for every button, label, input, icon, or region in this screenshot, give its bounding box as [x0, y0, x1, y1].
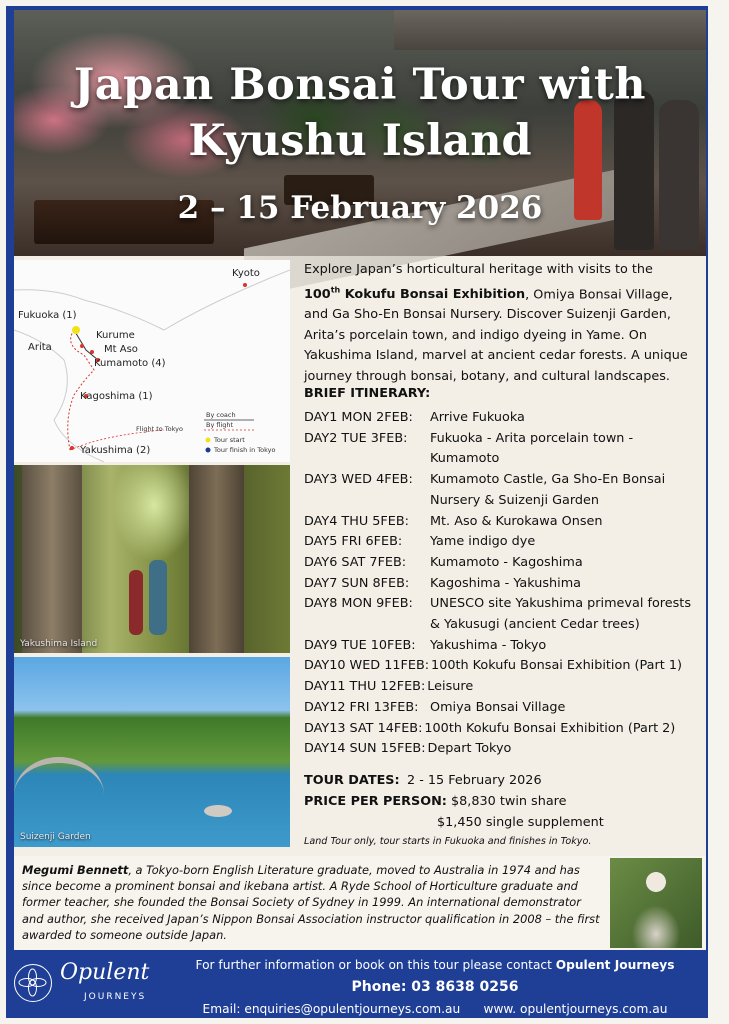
itinerary-day: DAY10 WED 11FEB:	[304, 658, 430, 674]
logo-subtitle: JOURNEYS	[84, 992, 147, 1002]
map-label-fukuoka: Fukuoka (1)	[18, 310, 77, 321]
hiker	[149, 560, 167, 635]
map-label-yakushima: Yakushima (2)	[80, 445, 151, 456]
map-label-kurume: Kurume	[96, 330, 135, 341]
itinerary-day: DAY4 THU 5FEB:	[304, 513, 409, 529]
itinerary-day: DAY8 MON 9FEB:	[304, 596, 413, 612]
itinerary-row	[304, 553, 704, 574]
itinerary-row	[304, 698, 704, 719]
intro-text-1: Explore Japan’s horticultural heritage with visits to the	[304, 262, 653, 277]
itinerary-activity: Kumamoto Castle, Ga Sho-En Bonsai Nursery & Suizenji Garden	[430, 472, 666, 508]
itinerary-row	[304, 512, 704, 533]
map-label-mt-aso: Mt Aso	[104, 344, 138, 355]
legend-tour-start: Tour start	[214, 436, 245, 444]
itinerary-activity: 100th Kokufu Bonsai Exhibition (Part 1)	[431, 658, 682, 674]
itinerary-row	[304, 429, 704, 470]
itinerary-day: DAY1 MON 2FEB:	[304, 410, 413, 425]
route-map	[14, 260, 290, 462]
bio-name: Megumi Bennett	[22, 863, 129, 877]
map-label-kyoto: Kyoto	[232, 268, 260, 279]
tour-note: Land Tour only, tour starts in Fukuoka and finishes in Tokyo.	[304, 836, 592, 847]
itinerary-row	[304, 656, 704, 677]
logo-wordmark: Opulent	[60, 960, 150, 985]
lotus-logo-icon	[14, 964, 52, 1002]
hall-ceiling	[394, 10, 706, 50]
blue-frame	[6, 6, 708, 1018]
legend-coach: By coach	[206, 411, 236, 419]
intro-paragraph	[304, 260, 700, 387]
itinerary-activity: Depart Tokyo	[427, 741, 512, 757]
itinerary-row	[304, 408, 704, 429]
itinerary-row	[304, 719, 704, 740]
itinerary-row	[304, 594, 704, 635]
guide-bio	[14, 856, 706, 950]
content-panel	[14, 10, 706, 950]
itinerary-activity: Kumamoto - Kagoshima	[430, 554, 583, 570]
itinerary-activity: Kagoshima - Yakushima	[430, 575, 582, 591]
hero-dates: 2 – 15 February 2026	[177, 190, 543, 226]
cedar-trunk	[22, 465, 82, 653]
itinerary-activity: Arrive Fukuoka	[430, 410, 525, 425]
contact-line: For further information or book on this tour please contact Opulent Journeys	[195, 958, 675, 972]
hero-title-line1: Japan Bonsai Tour with	[73, 60, 647, 110]
guide-portrait	[610, 858, 702, 948]
contact-details	[170, 1002, 700, 1016]
itinerary-day: DAY3 WED 4FEB:	[304, 472, 413, 488]
itinerary-day: DAY13 SAT 14FEB:	[304, 720, 423, 736]
map-label-arita: Arita	[28, 342, 52, 353]
itinerary-day: DAY11 THU 12FEB:	[304, 679, 426, 695]
itinerary-row	[304, 532, 704, 553]
itinerary-activity: Yame indigo dye	[430, 534, 536, 550]
itinerary-activity: Omiya Bonsai Village	[430, 699, 566, 715]
email-link[interactable]: Email: enquiries@opulentjourneys.com.au	[202, 1002, 461, 1016]
forest-caption: Yakushima Island	[20, 639, 98, 649]
intro-text-2: , Omiya Bonsai Village, and Ga Sho-En Bonsai Nursery. Discover Suizenji Garden, Arita’s porcelain town, and indigo dyeing in Yame. On Yakushima Island, marvel at ancient cedar forests. A unique journey through bonsai, botany, and cultural landscapes.	[304, 286, 688, 384]
phone-number[interactable]: Phone: 03 8638 0256	[351, 979, 519, 995]
map-label-kumamoto: Kumamoto (4)	[94, 358, 166, 369]
itinerary-list	[304, 408, 704, 760]
flight-label: Flight to Tokyo	[136, 425, 184, 433]
itinerary-activity: UNESCO site Yakushima primeval forests & Yakusugi (ancient Cedar trees)	[430, 596, 691, 633]
contact-footer	[6, 952, 708, 1018]
itinerary-day: DAY2 TUE 3FEB:	[304, 430, 408, 446]
hero-photo	[14, 10, 706, 256]
suizenji-photo	[14, 657, 290, 847]
visitor	[614, 90, 654, 250]
price-single: $1,450 single supplement	[437, 815, 604, 830]
pond-rock	[204, 805, 232, 817]
itinerary-row	[304, 636, 704, 657]
stone-bridge	[14, 757, 104, 833]
itinerary-row	[304, 470, 704, 511]
itinerary-activity: 100th Kokufu Bonsai Exhibition (Part 2)	[424, 720, 676, 736]
itinerary-activity: Mt. Aso & Kurokawa Onsen	[430, 513, 603, 529]
itinerary-activity: Leisure	[427, 679, 474, 695]
itinerary-row	[304, 574, 704, 595]
itinerary-day: DAY6 SAT 7FEB:	[304, 554, 407, 570]
legend-tour-finish: Tour finish in Tokyo	[214, 446, 276, 454]
itinerary-row	[304, 677, 704, 698]
itinerary-day: DAY12 FRI 13FEB:	[304, 699, 419, 715]
garden-caption: Suizenji Garden	[20, 832, 91, 842]
itinerary-day: DAY9 TUE 10FEB:	[304, 637, 416, 653]
website-link[interactable]: www. opulentjourneys.com.au	[483, 1002, 668, 1016]
hero-title-line2: Kyushu Island	[188, 116, 532, 166]
itinerary-activity: Fukuoka - Arita porcelain town - Kumamoto	[430, 430, 634, 467]
itinerary-day: DAY7 SUN 8FEB:	[304, 575, 410, 591]
yakushima-photo	[14, 465, 290, 653]
bio-text: Megumi Bennett, a Tokyo-born English Literature graduate, moved to Australia in 1974 and has since become a prominent bonsai and ikebana artist. A Ryde School of Horticulture graduate and former teacher, she founded the Bonsai Society of Sydney in 1999. An international demonstrator and author, she received Japan’s Nippon Bonsai Association instructor qualification in 2008 – the first awarded to someone outside Japan.	[22, 863, 600, 942]
itinerary-activity: Yakushima - Tokyo	[430, 637, 547, 653]
itinerary-title: BRIEF ITINERARY:	[304, 386, 431, 401]
itinerary-day: DAY5 FRI 6FEB:	[304, 534, 403, 550]
itinerary-row	[304, 739, 704, 760]
hiker	[129, 570, 143, 635]
legend-flight: By flight	[206, 421, 234, 429]
map-label-kagoshima: Kagoshima (1)	[80, 391, 153, 402]
tour-dates: TOUR DATES: 2 - 15 February 2026	[304, 773, 542, 788]
itinerary-day: DAY14 SUN 15FEB:	[304, 741, 426, 757]
cedar-trunk	[189, 465, 244, 653]
intro-exhibition: 100th Kokufu Bonsai Exhibition	[304, 285, 526, 302]
price-twin: PRICE PER PERSON: $8,830 twin share	[304, 794, 567, 809]
